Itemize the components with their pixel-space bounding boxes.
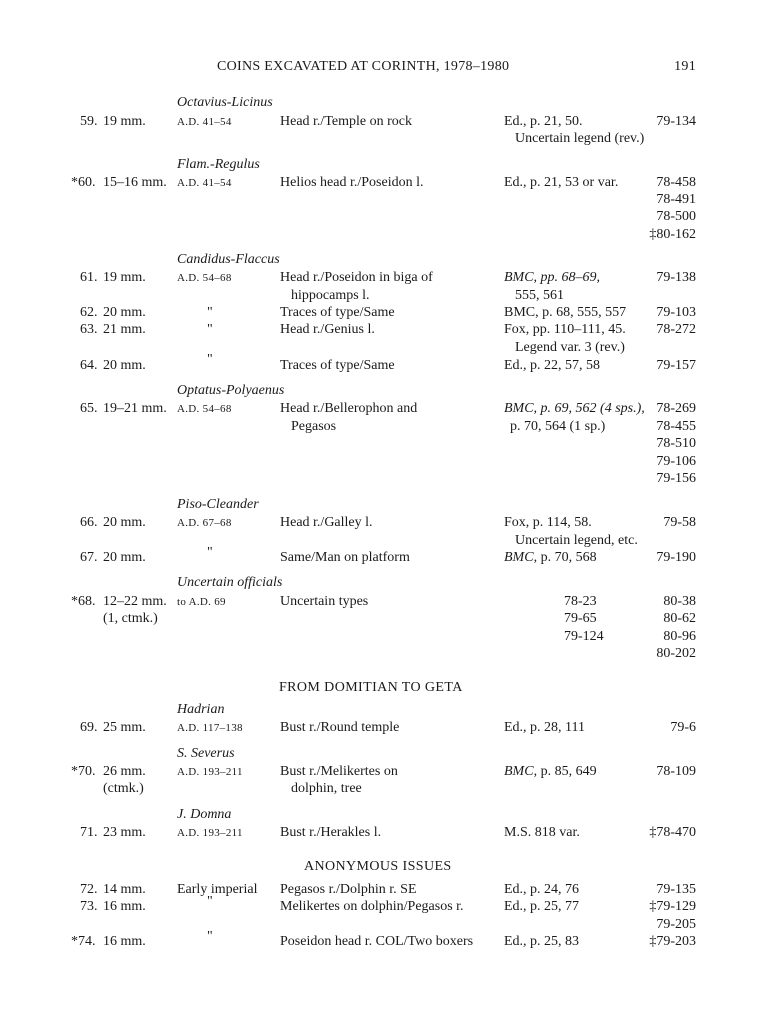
entry-reference: Fox, pp. 110–111, 45. [504, 322, 626, 337]
inventory-number: 78-272 [656, 322, 696, 337]
group-heading: Hadrian [177, 702, 225, 717]
entry-size: 19 mm. [103, 114, 146, 129]
entry-number: 72. [80, 882, 98, 897]
entry-type: Head r./Bellerophon and [280, 401, 418, 416]
inventory-number: 78-269 [656, 401, 696, 416]
group-heading: Uncertain officials [177, 575, 283, 590]
inventory-number: 78-23 [564, 594, 597, 609]
inventory-number: 78-491 [656, 192, 696, 207]
inventory-number: 79-103 [656, 305, 696, 320]
entry-date: A.D. 67–68 [177, 517, 232, 529]
entry-type: Helios head r./Poseidon l. [280, 175, 424, 190]
inventory-number: 79-6 [670, 720, 696, 735]
entry-type: Head r./Galley l. [280, 515, 373, 530]
inventory-number: 80-62 [663, 611, 696, 626]
section-heading: ANONYMOUS ISSUES [304, 859, 452, 874]
entry-type: Uncertain types [280, 594, 369, 609]
entry-number: 61. [80, 270, 98, 285]
entry-size: 16 mm. [103, 899, 146, 914]
inventory-number: 79-106 [656, 454, 696, 469]
entry-reference: Ed., p. 25, 77 [504, 899, 580, 914]
entry-reference-note: p. 70, 564 (1 sp.) [510, 419, 606, 434]
entry-type-continued: Pegasos [291, 419, 337, 434]
inventory-number: 79-205 [656, 917, 696, 932]
entry-reference: BMC, p. 85, 649 [504, 764, 597, 779]
section-heading: FROM DOMITIAN TO GETA [279, 680, 463, 695]
entry-size: 19–21 mm. [103, 401, 167, 416]
entry-reference: BMC, p. 69, 562 (4 sps.), [504, 401, 645, 416]
entry-number: *74. [71, 934, 96, 949]
entry-size: 26 mm. [103, 764, 146, 779]
entry-reference-note: Legend var. 3 (rev.) [515, 340, 625, 355]
entry-number: 69. [80, 720, 98, 735]
entry-type: Traces of type/Same [280, 358, 395, 373]
ditto-mark: " [207, 894, 213, 909]
entry-type: Melikertes on dolphin/Pegasos r. [280, 899, 464, 914]
page-number: 191 [674, 59, 696, 74]
entry-reference: Ed., p. 25, 83 [504, 934, 580, 949]
entry-type: Same/Man on platform [280, 550, 410, 565]
inventory-number: 80-38 [663, 594, 696, 609]
entry-reference: M.S. 818 var. [504, 825, 580, 840]
group-heading: Flam.-Regulus [177, 157, 260, 172]
entry-type: Traces of type/Same [280, 305, 395, 320]
entry-reference: BMC, p. 70, 568 [504, 550, 597, 565]
entry-size-note: (1, ctmk.) [103, 611, 158, 626]
entry-date: A.D. 54–68 [177, 403, 232, 415]
entry-reference-note: Uncertain legend (rev.) [515, 131, 645, 146]
ditto-mark: " [207, 545, 213, 560]
entry-reference: Ed., p. 21, 53 or var. [504, 175, 619, 190]
entry-date: A.D. 193–211 [177, 827, 243, 839]
inventory-number: ‡79-203 [649, 934, 696, 949]
entry-size: 20 mm. [103, 305, 146, 320]
entry-date: A.D. 41–54 [177, 116, 232, 128]
entry-reference-note: 555, 561 [515, 288, 564, 303]
entry-size: 14 mm. [103, 882, 146, 897]
inventory-number: 79-124 [564, 629, 604, 644]
inventory-number: 79-138 [656, 270, 696, 285]
entry-type: Head r./Genius l. [280, 322, 375, 337]
entry-size: 20 mm. [103, 550, 146, 565]
entry-type-continued: hippocamps l. [291, 288, 370, 303]
entry-number: 63. [80, 322, 98, 337]
inventory-number: ‡78-470 [649, 825, 696, 840]
entry-type: Bust r./Round temple [280, 720, 400, 735]
ditto-mark: " [207, 305, 213, 320]
entry-reference: Fox, p. 114, 58. [504, 515, 592, 530]
entry-number: *70. [71, 764, 96, 779]
group-heading: Piso-Cleander [177, 497, 259, 512]
ditto-mark: " [207, 352, 213, 367]
entry-type: Bust r./Melikertes on [280, 764, 398, 779]
group-heading: S. Severus [177, 746, 235, 761]
entry-number: 73. [80, 899, 98, 914]
group-heading: J. Domna [177, 807, 232, 822]
entry-size: 12–22 mm. [103, 594, 167, 609]
page-title: COINS EXCAVATED AT CORINTH, 1978–1980 [217, 59, 510, 74]
entry-size: 25 mm. [103, 720, 146, 735]
entry-size: 21 mm. [103, 322, 146, 337]
entry-size: 19 mm. [103, 270, 146, 285]
inventory-number: 79-58 [663, 515, 696, 530]
entry-number: 65. [80, 401, 98, 416]
entry-size: 15–16 mm. [103, 175, 167, 190]
entry-reference: Ed., p. 21, 50. [504, 114, 583, 129]
inventory-number: 80-202 [656, 646, 696, 661]
inventory-number: 78-510 [656, 436, 696, 451]
entry-number: 59. [80, 114, 98, 129]
inventory-number: 78-109 [656, 764, 696, 779]
inventory-number: 79-190 [656, 550, 696, 565]
entry-reference: BMC, pp. 68–69, [504, 270, 601, 285]
inventory-number: 79-135 [656, 882, 696, 897]
group-heading: Octavius-Licinus [177, 95, 273, 110]
entry-reference: Ed., p. 22, 57, 58 [504, 358, 601, 373]
entry-date: A.D. 193–211 [177, 766, 243, 778]
inventory-number: ‡79-129 [649, 899, 696, 914]
entry-number: 67. [80, 550, 98, 565]
entry-number: 64. [80, 358, 98, 373]
inventory-number: ‡80-162 [649, 227, 696, 242]
entry-number: *68. [71, 594, 96, 609]
entry-date: to A.D. 69 [177, 596, 226, 608]
inventory-number: 80-96 [663, 629, 696, 644]
entry-number: 62. [80, 305, 98, 320]
entry-size: 16 mm. [103, 934, 146, 949]
entry-reference: Ed., p. 28, 111 [504, 720, 586, 735]
entry-size: 20 mm. [103, 358, 146, 373]
group-heading: Optatus-Polyaenus [177, 383, 285, 398]
inventory-number: 78-500 [656, 209, 696, 224]
entry-type: Bust r./Herakles l. [280, 825, 382, 840]
entry-date: Early imperial [177, 882, 258, 897]
entry-type: Pegasos r./Dolphin r. SE [280, 882, 417, 897]
entry-date: A.D. 54–68 [177, 272, 232, 284]
inventory-number: 78-455 [656, 419, 696, 434]
entry-reference-note: Uncertain legend, etc. [515, 533, 638, 548]
inventory-number: 79-157 [656, 358, 696, 373]
entry-type-continued: dolphin, tree [291, 781, 362, 796]
entry-number: 71. [80, 825, 98, 840]
ditto-mark: " [207, 929, 213, 944]
entry-date: A.D. 41–54 [177, 177, 232, 189]
entry-type: Head r./Poseidon in biga of [280, 270, 433, 285]
entry-type: Head r./Temple on rock [280, 114, 412, 129]
entry-size: 23 mm. [103, 825, 146, 840]
inventory-number: 79-134 [656, 114, 696, 129]
inventory-number: 78-458 [656, 175, 696, 190]
ditto-mark: " [207, 322, 213, 337]
entry-number: *60. [71, 175, 96, 190]
entry-size-note: (ctmk.) [103, 781, 144, 796]
entry-number: 66. [80, 515, 98, 530]
entry-size: 20 mm. [103, 515, 146, 530]
entry-date: A.D. 117–138 [177, 722, 243, 734]
entry-reference: Ed., p. 24, 76 [504, 882, 580, 897]
inventory-number: 79-65 [564, 611, 597, 626]
group-heading: Candidus-Flaccus [177, 252, 280, 267]
entry-reference: BMC, p. 68, 555, 557 [504, 305, 627, 320]
inventory-number: 79-156 [656, 471, 696, 486]
entry-type: Poseidon head r. COL/Two boxers [280, 934, 474, 949]
